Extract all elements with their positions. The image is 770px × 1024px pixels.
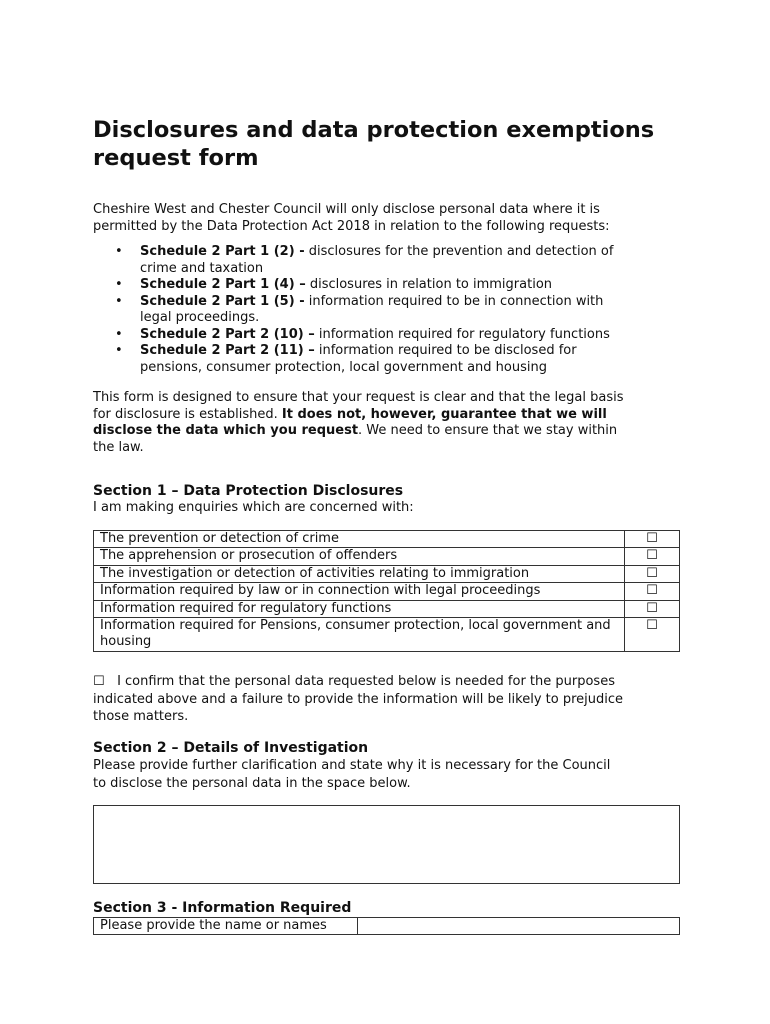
schedule-ref: Schedule 2 Part 1 (2) -: [140, 244, 305, 259]
list-item: [93, 327, 683, 344]
information-required-table: [93, 917, 680, 935]
schedule-ref: Schedule 2 Part 2 (10) –: [140, 326, 315, 342]
checkbox[interactable]: ☐: [625, 618, 680, 652]
list-item: [93, 244, 683, 277]
row-label: Please provide the name or names: [94, 918, 358, 935]
schedule-ref: Schedule 2 Part 1 (5) -: [140, 293, 305, 309]
names-field[interactable]: [358, 918, 680, 935]
confirmation-statement: [93, 673, 683, 726]
row-label: The investigation or detection of activities relating to immigration: [94, 565, 625, 582]
row-label: Information required by law or in connection with legal proceedings: [94, 583, 625, 600]
purpose-line-1: This form is designed to ensure that your request is clear and that the legal basis: [93, 390, 624, 405]
section-2-heading: Section 2 – Details of Investigation: [93, 740, 369, 756]
section-1-subtitle: I am making enquiries which are concerned with:: [93, 500, 414, 515]
purpose-paragraph: [93, 390, 683, 456]
investigation-details-field[interactable]: [93, 805, 680, 884]
section-2-line-1: Please provide further clarification and state why it is necessary for the Council: [93, 758, 611, 773]
checkbox[interactable]: ☐: [625, 531, 680, 548]
schedule-text: information required to be disclosed for: [314, 343, 577, 358]
purpose-line-3: . We need to ensure that we stay within: [358, 423, 618, 438]
section-3-heading: Section 3 - Information Required: [93, 900, 352, 916]
table-row: [94, 531, 680, 548]
schedule-text-cont: pensions, consumer protection, local government and housing: [140, 359, 547, 375]
schedule-ref: Schedule 2 Part 2 (11) –: [140, 343, 315, 358]
row-label: The prevention or detection of crime: [94, 531, 625, 548]
purpose-line-2: for disclosure is established.: [93, 406, 282, 422]
bullet-icon: •: [115, 277, 123, 292]
schedule-text: disclosures for the prevention and detection of: [304, 244, 614, 259]
table-row: [94, 600, 680, 617]
confirm-line-1: I confirm that the personal data requested below is needed for the purposes: [117, 674, 615, 689]
checkbox[interactable]: ☐: [625, 565, 680, 582]
intro-line-2: permitted by the Data Protection Act 2018 in relation to the following requests:: [93, 218, 610, 234]
bullet-icon: •: [115, 326, 123, 342]
schedule-text-cont: crime and taxation: [140, 260, 264, 276]
purpose-emphasis: It does not, however, guarantee that we will: [281, 406, 607, 422]
table-row: [94, 618, 680, 652]
section-2-line-2: to disclose the personal data in the space below.: [93, 776, 411, 791]
section-1-heading: Section 1 – Data Protection Disclosures: [93, 483, 404, 499]
table-row: [94, 565, 680, 582]
schedule-ref: Schedule 2 Part 1 (4) –: [140, 277, 306, 292]
list-item: [93, 294, 683, 327]
list-item: [93, 343, 683, 376]
title-line-1: Disclosures and data protection exemptions: [93, 117, 655, 143]
table-row: [94, 548, 680, 565]
table-row: [94, 918, 680, 935]
confirm-line-2: indicated above and a failure to provide the information will be likely to prejudice: [93, 691, 624, 707]
confirm-line-3: those matters.: [93, 709, 189, 724]
checkbox[interactable]: ☐: [625, 600, 680, 617]
purpose-emphasis-cont: disclose the data which you request: [93, 423, 359, 438]
row-label: Information required for regulatory functions: [94, 600, 625, 617]
list-item: [93, 277, 683, 294]
schedule-text-cont: legal proceedings.: [140, 310, 260, 325]
section-2-instructions: [93, 757, 683, 793]
checkbox[interactable]: ☐: [625, 583, 680, 600]
request-list: [93, 244, 683, 376]
table-row: [94, 583, 680, 600]
title-line-2: request form: [93, 145, 259, 171]
schedule-text: disclosures in relation to immigration: [305, 277, 553, 292]
page-title: [93, 116, 693, 172]
bullet-icon: •: [115, 293, 123, 309]
row-label: The apprehension or prosecution of offenders: [94, 548, 625, 565]
schedule-text: information required to be in connection with: [304, 293, 604, 309]
confirm-checkbox[interactable]: ☐: [93, 674, 105, 689]
intro-line-1: Cheshire West and Chester Council will only disclose personal data where it is: [93, 202, 600, 217]
schedule-text: information required for regulatory functions: [314, 326, 610, 342]
purpose-line-4: the law.: [93, 439, 144, 455]
row-label: Information required for Pensions, consumer protection, local government and housing: [94, 618, 625, 652]
intro-paragraph: [93, 202, 683, 235]
bullet-icon: •: [115, 343, 123, 358]
disclosure-purpose-table: [93, 530, 680, 652]
checkbox[interactable]: ☐: [625, 548, 680, 565]
bullet-icon: •: [115, 244, 123, 259]
